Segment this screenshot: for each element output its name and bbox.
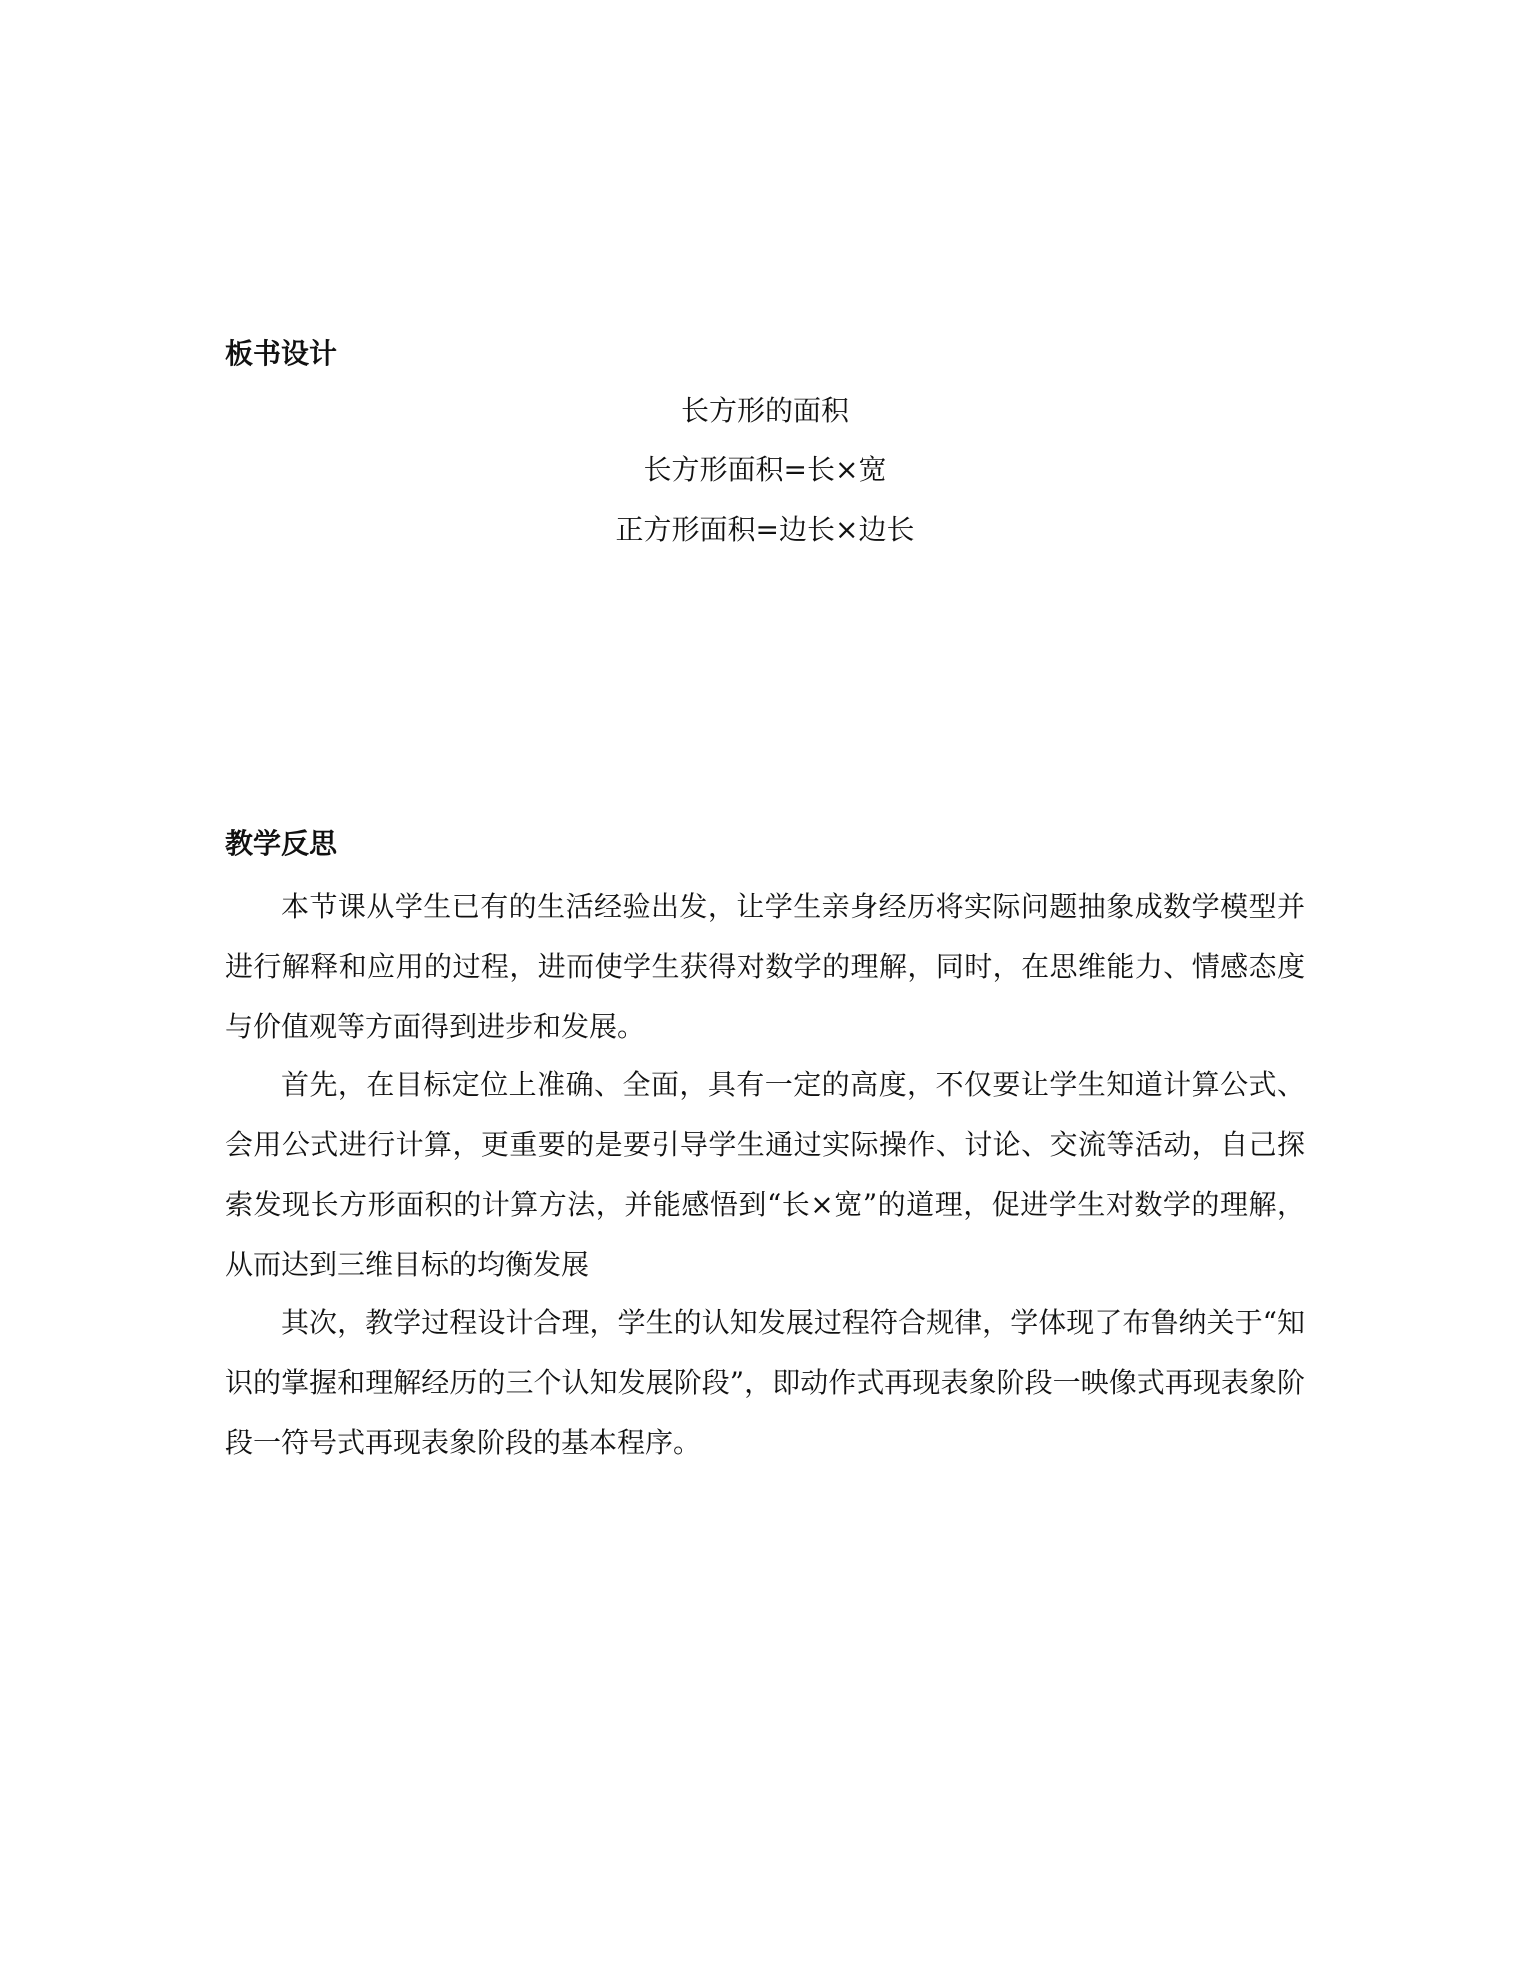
teaching-reflection-heading: 教学反思 [225, 827, 338, 860]
reflection-paragraph: 首先，在目标定位上准确、全面，具有一定的高度，不仅要让学生知道计算公式、会用公式进行计算，更重要的是要引导学生通过实际操作、讨论、交流等活动，自己探索发现长方形面积的计算方法，并能感悟到“长×宽”的道理，促进学生对数学的理解，从而达到三维目标的均衡发展 [225, 1068, 1305, 1281]
reflection-paragraph: 其次，教学过程设计合理，学生的认知发展过程符合规律，学体现了布鲁纳关于“知识的掌握和理解经历的三个认知发展阶段”，即动作式再现表象阶段一映像式再现表象阶段一符号式再现表象阶段的基本程序。 [225, 1306, 1305, 1459]
board-title: 长方形的面积 [680, 394, 849, 427]
square-area-formula: 正方形面积=边长×边长 [615, 513, 915, 546]
board-design-heading: 板书设计 [225, 337, 338, 370]
rectangle-area-formula: 长方形面积=长×宽 [643, 453, 887, 486]
reflection-paragraph: 本节课从学生已有的生活经验出发，让学生亲身经历将实际问题抽象成数学模型并进行解释和应用的过程，进而使学生获得对数学的理解，同时，在思维能力、情感态度与价值观等方面得到进步和发展。 [225, 890, 1305, 1043]
